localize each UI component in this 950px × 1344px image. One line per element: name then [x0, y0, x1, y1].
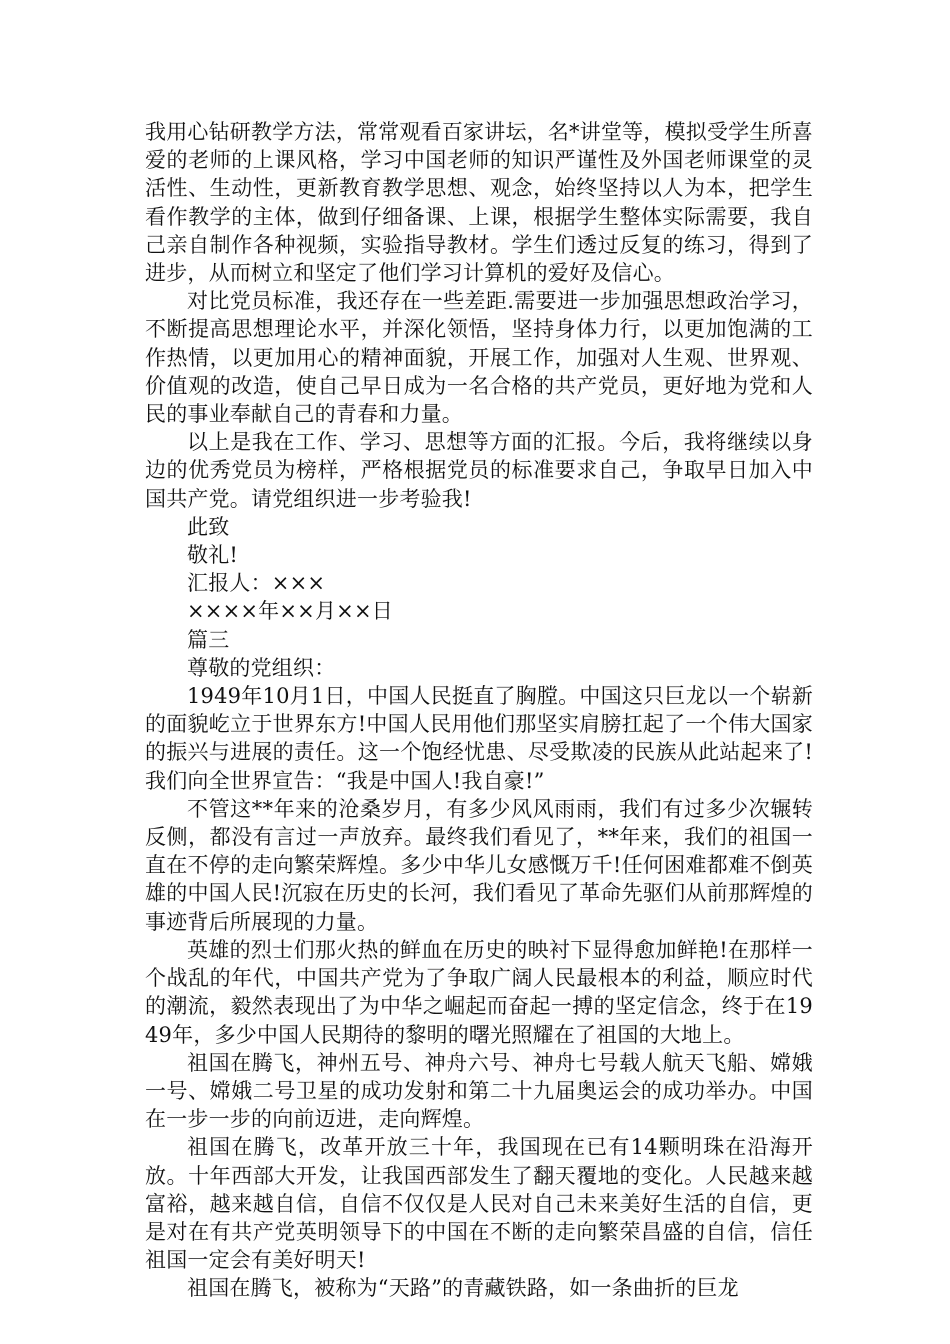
paragraph-heroic-martyrs: 英雄的烈士们那火热的鲜血在历史的映衬下显得愈加鲜艳!在那样一个战乱的年代，中国共产党为了争取广阔人民最根本的利益，顺应时代的潮流，毅然表现出了为中华之崛起而奋起一搏的坚定信念，终于在1949年，多少中国人民期待的黎明的曙光照耀在了祖国的大地上。: [145, 937, 813, 1047]
paragraph-party-standards: 对比党员标准，我还存在一些差距.需要进一步加强思想政治学习，不断提高思想理论水平，并深化领悟，坚持身体力行，以更加饱满的工作热情，以更加用心的精神面貌，开展工作，加强对人生观、世界观、价值观的改造，使自己早日成为一名合格的共产党员，更好地为党和人民的事业奉献自己的青春和力量。: [145, 289, 813, 427]
closing-salutation: 此致: [187, 514, 230, 539]
reporter-line: 汇报人：×××: [187, 571, 326, 596]
date-line: ××××年××月××日: [187, 599, 393, 624]
letter-greeting: 尊敬的党组织：: [187, 655, 336, 680]
paragraph-qinghai-tibet-railway: 祖国在腾飞，被称为“天路”的青藏铁路，如一条曲折的巨龙: [187, 1276, 739, 1301]
section-heading: 篇三: [187, 627, 230, 652]
paragraph-years-of-hardship: 不管这**年来的沧桑岁月，有多少风风雨雨，我们有过多少次辗转反侧，都没有言过一声放弃。最终我们看见了，**年来，我们的祖国一直在不停的走向繁荣辉煌。多少中华儿女感慨万千!任何困难都难不倒英雄的中国人民!沉寂在历史的长河，我们看见了革命先驱们从前那辉煌的事迹背后所展现的力量。: [145, 796, 813, 934]
paragraph-space-achievements: 祖国在腾飞，神州五号、神舟六号、神舟七号载人航天飞船、嫦娥一号、嫦娥二号卫星的成功发射和第二十九届奥运会的成功举办。中国在一步一步的向前迈进，走向辉煌。: [145, 1050, 813, 1132]
document-body: [145, 118, 813, 1303]
paragraph-teaching-methods: 我用心钻研教学方法，常常观看百家讲坛，名*讲堂等，模拟受学生所喜爱的老师的上课风格，学习中国老师的知识严谨性及外国老师课堂的灵活性、生动性，更新教育教学思想、观念，始终坚持以人为本，把学生看作教学的主体，做到仔细备课、上课，根据学生整体实际需要，我自己亲自制作各种视频，实验指导教材。学生们透过反复的练习，得到了进步，从而树立和坚定了他们学习计算机的爱好及信心。: [145, 120, 813, 286]
paragraph-reform-opening: 祖国在腾飞，改革开放三十年，我国现在已有14颗明珠在沿海开放。十年西部大开发，让我国西部发生了翻天覆地的变化。人民越来越富裕，越来越自信，自信不仅仅是人民对自己未来美好生活的自信，更是对在有共产党英明领导下的中国在不断的走向繁荣昌盛的自信，信任祖国一定会有美好明天!: [145, 1135, 813, 1273]
paragraph-founding-day: 1949年10月1日，中国人民挺直了胸膛。中国这只巨龙以一个崭新的面貌屹立于世界东方!中国人民用他们那坚实肩膀扛起了一个伟大国家的振兴与进展的责任。这一个饱经忧患、尽受欺凌的民族从此站起来了!我们向全世界宣告：“我是中国人!我自豪!”: [145, 684, 813, 793]
closing-regards: 敬礼!: [187, 543, 239, 568]
paragraph-report-summary: 以上是我在工作、学习、思想等方面的汇报。今后，我将继续以身边的优秀党员为榜样，严格根据党员的标准要求自己，争取早日加入中国共产党。请党组织进一步考验我!: [145, 430, 813, 511]
